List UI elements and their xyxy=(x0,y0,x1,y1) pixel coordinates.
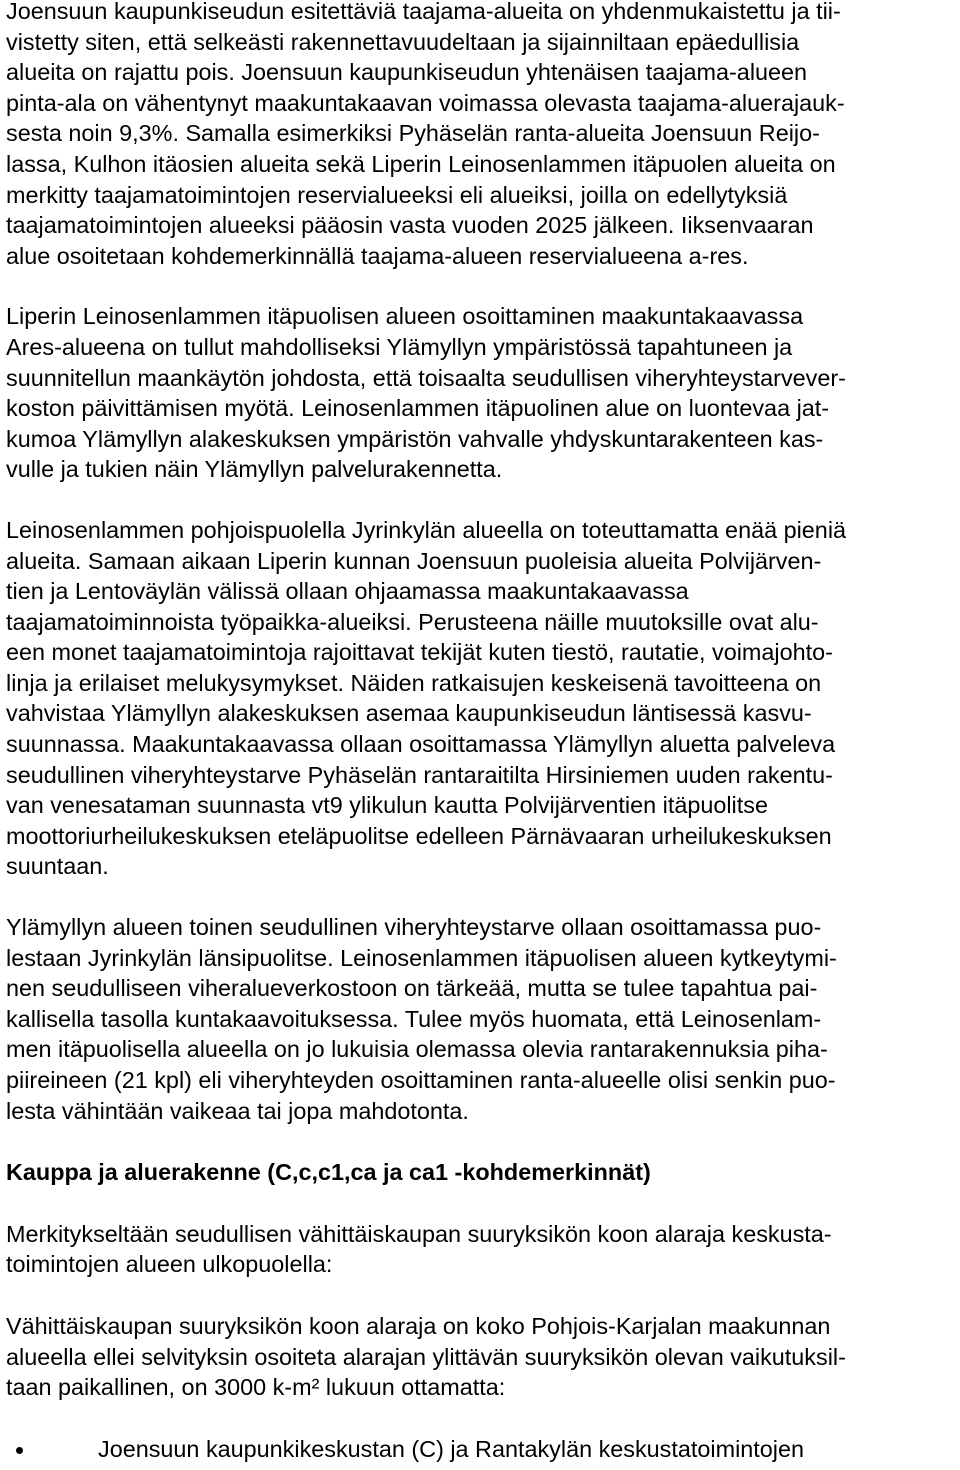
text-line: Merkitykseltään seudullisen vähittäiskaupan suuryksikön koon alaraja keskusta- xyxy=(6,1220,832,1247)
text-line: lassa, Kulhon itäosien alueita sekä Liperin Leinosenlammen itäpuolen alueita on xyxy=(6,150,836,177)
text-line: koston päivittämisen myötä. Leinosenlammen itäpuolinen alue on luontevaa jat- xyxy=(6,395,830,422)
text-line: taajamatoimintojen alueeksi pääosin vasta vuoden 2025 jälkeen. Iiksenvaaran xyxy=(6,212,814,239)
text-line: lesta vähintään vaikeaa tai jopa mahdotonta. xyxy=(6,1097,469,1124)
text-line: alueita on rajattu pois. Joensuun kaupunkiseudun yhtenäisen taajama-alueen xyxy=(6,59,808,86)
text-line: tien ja Lentoväylän välissä ollaan ohjaamassa maakuntakaavassa xyxy=(6,578,689,605)
bullet-text: Joensuun kaupunkikeskustan (C) ja Rantakylän keskustatoimintojen xyxy=(98,1435,805,1462)
text-line: vistetty siten, että selkeästi rakennettavuudeltaan ja sijainniltaan epäedullisia xyxy=(6,28,800,55)
text-line: lestaan Jyrinkylän länsipuolitse. Leinosenlammen itäpuolisen alueen kytkeytymi- xyxy=(6,944,837,971)
text-line: kallisella tasolla kuntakaavoituksessa. Tulee myös huomata, että Leinosenlam- xyxy=(6,1005,822,1032)
text-line: alueella ellei selvityksin osoiteta alarajan ylittävän suuryksikön olevan vaikutuksil- xyxy=(6,1343,846,1370)
paragraph-leinosenlampi-ares xyxy=(6,301,954,485)
text-line: Vähittäiskaupan suuryksikön koon alaraja on koko Pohjois-Karjalan maakunnan xyxy=(6,1312,831,1339)
text-line: taan paikallinen, on 3000 k-m² lukuun ottamatta: xyxy=(6,1374,506,1401)
paragraph-merkitykseltaan xyxy=(6,1219,954,1280)
text-line: alueita. Samaan aikaan Liperin kunnan Joensuun puoleisia alueita Polvijärven- xyxy=(6,547,822,574)
text-line: alue osoitetaan kohdemerkinnällä taajama-alueen reservialueena a-res. xyxy=(6,242,749,269)
paragraph-jyrinkyla xyxy=(6,515,954,882)
text-line: kumoa Ylämyllyn alakeskuksen ympäristön vahvalle yhdyskuntarakenteen kas- xyxy=(6,425,824,452)
paragraph-alaraja xyxy=(6,1311,954,1403)
bullet-list xyxy=(6,1434,954,1465)
text-line: linja ja erilaiset melukysymykset. Näiden ratkaisujen keskeisenä tavoitteena on xyxy=(6,669,822,696)
text-line: sesta noin 9,3%. Samalla esimerkiksi Pyhäselän ranta-alueita Joensuun Reijo- xyxy=(6,120,820,147)
text-line: vulle ja tukien näin Ylämyllyn palvelurakennetta. xyxy=(6,456,503,483)
text-line: Liperin Leinosenlammen itäpuolisen alueen osoittaminen maakuntakaavassa xyxy=(6,303,804,330)
section-heading: Kauppa ja aluerakenne (C,c,c1,ca ja ca1 -kohdemerkinnät) xyxy=(6,1159,651,1186)
text-line: Ares-alueena on tullut mahdolliseksi Ylämyllyn ympäristössä tapahtuneen ja xyxy=(6,333,793,360)
paragraph-taajama-alueet xyxy=(6,0,954,271)
text-line: moottoriurheilukeskuksen eteläpuolitse edelleen Pärnävaaran urheilukeskuksen xyxy=(6,822,832,849)
bullet-list-item xyxy=(6,1434,954,1465)
text-line: merkitty taajamatoimintojen reservialueeksi eli alueiksi, joilla on edellytyksiä xyxy=(6,181,788,208)
text-line: vahvistaa Ylämyllyn alakeskuksen asemaa kaupunkiseudun läntisessä kasvu- xyxy=(6,700,812,727)
document-page xyxy=(6,0,954,1464)
text-line: piireineen (21 kpl) eli viheryhteyden osoittaminen ranta-alueelle olisi senkin puo- xyxy=(6,1067,836,1093)
text-line: taajamatoiminnoista työpaikka-alueiksi. Perusteena näille muutoksille ovat alu- xyxy=(6,608,819,635)
text-line: een monet taajamatoimintoja rajoittavat tekijät kuten tiestö, rautatie, voimajohto- xyxy=(6,639,833,666)
text-line: Ylämyllyn alueen toinen seudullinen viheryhteystarve ollaan osoittamassa puo- xyxy=(6,914,822,941)
text-line: suunnitellun maankäytön johdosta, että toisaalta seudullisen viheryhteystarvever- xyxy=(6,364,846,391)
text-line: men itäpuolisella alueella on jo lukuisia olemassa olevia rantarakennuksia piha- xyxy=(6,1036,828,1063)
text-line: pinta-ala on vähentynyt maakuntakaavan voimassa olevasta taajama-aluerajauk- xyxy=(6,89,845,116)
text-line: nen seudulliseen viheralueverkostoon on tärkeää, mutta se tulee tapahtua pai- xyxy=(6,975,818,1002)
bullet-icon xyxy=(16,1447,23,1454)
text-line: Joensuun kaupunkiseudun esitettäviä taajama-alueita on yhdenmukaistettu ja tii- xyxy=(6,0,841,24)
text-line: suuntaan. xyxy=(6,853,109,880)
text-line: toimintojen alueen ulkopuolella: xyxy=(6,1251,333,1278)
text-line: Leinosenlammen pohjoispuolella Jyrinkylän alueella on toteuttamatta enää pieniä xyxy=(6,516,847,543)
text-line: van venesataman suunnasta vt9 ylikulun kautta Polvijärventien itäpuolitse xyxy=(6,792,768,819)
text-line: suunnassa. Maakuntakaavassa ollaan osoittamassa Ylämyllyn aluetta palveleva xyxy=(6,731,836,758)
text-line: seudullinen viheryhteystarve Pyhäselän rantaraitilta Hirsiniemen uuden rakentu- xyxy=(6,761,833,788)
paragraph-viheryhteystarve xyxy=(6,912,954,1126)
